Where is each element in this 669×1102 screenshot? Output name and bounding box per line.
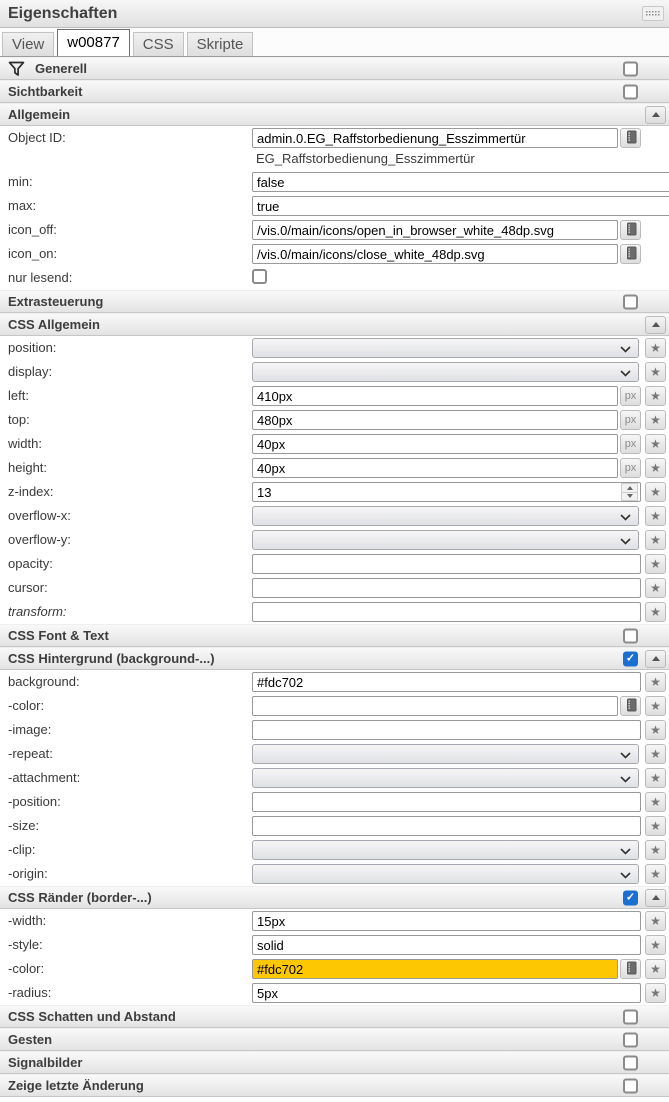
- notebook-icon: [625, 222, 637, 239]
- properties-list: [0, 57, 669, 1097]
- field-label-icon-on: icon_on:: [8, 246, 58, 261]
- field-label-attachment: -attachment:: [8, 770, 81, 785]
- field-repeat: [0, 742, 669, 766]
- z-index-spinner: [621, 483, 638, 501]
- notebook-icon: [625, 130, 637, 147]
- width-favorite-button[interactable]: ★: [645, 911, 666, 931]
- section-label: Generell: [35, 61, 88, 76]
- field-cursor: [0, 576, 669, 600]
- field-color: [0, 957, 669, 981]
- chevron-down-icon: [620, 776, 631, 783]
- chevron-down-icon: [620, 514, 631, 521]
- section-generell[interactable]: [0, 57, 669, 80]
- section-label: Signalbilder: [8, 1055, 83, 1070]
- triangle-down-icon: [627, 494, 633, 498]
- section-gesten[interactable]: [0, 1028, 669, 1051]
- notebook-icon: [625, 246, 637, 263]
- field-label-nur-lesend: nur lesend:: [8, 270, 73, 285]
- section-label: CSS Hintergrund (background-...): [8, 651, 215, 666]
- field-label-style: -style:: [8, 937, 43, 952]
- section-checkbox-css-rander-border[interactable]: ✓: [623, 890, 638, 905]
- clip-favorite-button[interactable]: ★: [645, 840, 666, 860]
- object-id-subtext-row: [0, 150, 669, 170]
- section-label: Gesten: [8, 1032, 53, 1047]
- section-extrasteuerung[interactable]: [0, 290, 669, 313]
- repeat-select[interactable]: [252, 744, 639, 764]
- field-label-size: -size:: [8, 818, 40, 833]
- field-label-left: left:: [8, 388, 29, 403]
- color-favorite-button[interactable]: ★: [645, 959, 666, 979]
- field-label-image: -image:: [8, 722, 52, 737]
- z-index-favorite-button[interactable]: ★: [645, 482, 666, 502]
- left-favorite-button[interactable]: ★: [645, 386, 666, 406]
- field-max: [0, 194, 669, 218]
- section-checkbox-extrasteuerung[interactable]: [623, 294, 638, 309]
- notebook-icon: [625, 698, 637, 715]
- radius-favorite-button[interactable]: ★: [645, 983, 666, 1003]
- left-unit-button[interactable]: px: [620, 386, 641, 406]
- z-index-spinner-up-button[interactable]: [621, 483, 638, 493]
- field-width: [0, 909, 669, 933]
- icon-on-picker-button[interactable]: [620, 244, 641, 264]
- dots-grip-icon: [645, 10, 661, 17]
- top-favorite-button[interactable]: ★: [645, 410, 666, 430]
- field-label-height: height:: [8, 460, 48, 475]
- overflow-x-select[interactable]: [252, 506, 639, 526]
- field-label-overflow-y: overflow-y:: [8, 532, 71, 547]
- width-favorite-button[interactable]: ★: [645, 434, 666, 454]
- width-unit-button[interactable]: px: [620, 434, 641, 454]
- triangle-up-icon: [652, 656, 660, 661]
- field-top: [0, 408, 669, 432]
- transform-input[interactable]: [252, 602, 641, 622]
- field-label-top: top:: [8, 412, 30, 427]
- field-icon-on: [0, 242, 669, 266]
- position-select[interactable]: [252, 338, 639, 358]
- tab-bar: [0, 28, 669, 57]
- attachment-favorite-button[interactable]: ★: [645, 768, 666, 788]
- section-label: Zeige letzte Änderung: [8, 1078, 144, 1093]
- color-input[interactable]: [252, 959, 618, 979]
- triangle-up-icon: [652, 112, 660, 117]
- cursor-input[interactable]: [252, 578, 641, 598]
- size-input[interactable]: [252, 816, 641, 836]
- field-label-icon-off: icon_off:: [8, 222, 57, 237]
- section-label: CSS Schatten und Abstand: [8, 1009, 176, 1024]
- chevron-down-icon: [620, 370, 631, 377]
- field-label-position: position:: [8, 340, 57, 355]
- style-favorite-button[interactable]: ★: [645, 935, 666, 955]
- tab-w00877[interactable]: w00877: [57, 29, 130, 56]
- field-label-width: -width:: [8, 913, 47, 928]
- field-label-transform: transform:: [8, 604, 67, 619]
- tab-skripte[interactable]: Skripte: [187, 32, 254, 56]
- field-label-position: -position:: [8, 794, 61, 809]
- collapse-button[interactable]: [645, 106, 666, 124]
- field-display: [0, 360, 669, 384]
- field-left: [0, 384, 669, 408]
- dots-grip-button[interactable]: [642, 6, 664, 21]
- chevron-down-icon: [620, 538, 631, 545]
- top-unit-button[interactable]: px: [620, 410, 641, 430]
- z-index-input[interactable]: [252, 482, 641, 502]
- field-position: [0, 790, 669, 814]
- triangle-up-icon: [627, 486, 633, 490]
- section-signalbilder[interactable]: [0, 1051, 669, 1074]
- field-transform: [0, 600, 669, 624]
- filter-icon: [8, 61, 25, 77]
- field-label-repeat: -repeat:: [8, 746, 53, 761]
- field-label-origin: -origin:: [8, 866, 48, 881]
- field-label-color: -color:: [8, 961, 45, 976]
- image-favorite-button[interactable]: ★: [645, 720, 666, 740]
- icon-on-input[interactable]: [252, 244, 618, 264]
- position-favorite-button[interactable]: ★: [645, 792, 666, 812]
- height-favorite-button[interactable]: ★: [645, 458, 666, 478]
- color-input[interactable]: [252, 696, 618, 716]
- section-css-schatten-und-abstand[interactable]: [0, 1005, 669, 1028]
- field-overflow-x: [0, 504, 669, 528]
- panel-title-bar: [0, 0, 669, 28]
- field-label-z-index: z-index:: [8, 484, 54, 499]
- object-id-picker-button[interactable]: [620, 128, 641, 148]
- max-input[interactable]: [252, 196, 669, 216]
- section-zeige-letzte-anderung[interactable]: [0, 1074, 669, 1097]
- color-favorite-button[interactable]: ★: [645, 696, 666, 716]
- section-label: CSS Ränder (border-...): [8, 890, 152, 905]
- field-color: [0, 694, 669, 718]
- field-label-min: min:: [8, 174, 33, 189]
- chevron-down-icon: [620, 872, 631, 879]
- position-input[interactable]: [252, 792, 641, 812]
- overflow-y-select[interactable]: [252, 530, 639, 550]
- transform-favorite-button[interactable]: ★: [645, 602, 666, 622]
- image-input[interactable]: [252, 720, 641, 740]
- min-input[interactable]: [252, 172, 669, 192]
- triangle-up-icon: [652, 895, 660, 900]
- top-input[interactable]: [252, 410, 618, 430]
- field-label-background: background:: [8, 674, 80, 689]
- repeat-favorite-button[interactable]: ★: [645, 744, 666, 764]
- section-css-font-and-text[interactable]: [0, 624, 669, 647]
- triangle-up-icon: [652, 322, 660, 327]
- section-css-hintergrund-background[interactable]: [0, 647, 669, 670]
- field-object-id: [0, 126, 669, 150]
- size-favorite-button[interactable]: ★: [645, 816, 666, 836]
- field-label-object-id: Object ID:: [8, 130, 66, 145]
- section-checkbox-signalbilder[interactable]: [623, 1055, 638, 1070]
- color-picker-button[interactable]: [620, 696, 641, 716]
- field-label-cursor: cursor:: [8, 580, 48, 595]
- section-checkbox-generell[interactable]: [623, 61, 638, 76]
- clip-select[interactable]: [252, 840, 639, 860]
- width-input[interactable]: [252, 434, 618, 454]
- display-favorite-button[interactable]: ★: [645, 362, 666, 382]
- section-checkbox-gesten[interactable]: [623, 1032, 638, 1047]
- opacity-favorite-button[interactable]: ★: [645, 554, 666, 574]
- collapse-button[interactable]: [645, 650, 666, 668]
- section-sichtbarkeit[interactable]: [0, 80, 669, 103]
- section-label: Allgemein: [8, 107, 71, 122]
- origin-favorite-button[interactable]: ★: [645, 864, 666, 884]
- field-label-width: width:: [8, 436, 42, 451]
- field-style: [0, 933, 669, 957]
- field-label-radius: -radius:: [8, 985, 52, 1000]
- field-label-overflow-x: overflow-x:: [8, 508, 71, 523]
- field-size: [0, 814, 669, 838]
- chevron-down-icon: [620, 346, 631, 353]
- position-favorite-button[interactable]: ★: [645, 338, 666, 358]
- height-unit-button[interactable]: px: [620, 458, 641, 478]
- radius-input[interactable]: [252, 983, 641, 1003]
- section-label: Sichtbarkeit: [8, 84, 83, 99]
- opacity-input[interactable]: [252, 554, 641, 574]
- section-checkbox-sichtbarkeit[interactable]: [623, 84, 638, 99]
- field-width: [0, 432, 669, 456]
- style-input[interactable]: [252, 935, 641, 955]
- field-label-max: max:: [8, 198, 37, 213]
- field-image: [0, 718, 669, 742]
- field-label-opacity: opacity:: [8, 556, 53, 571]
- section-css-allgemein[interactable]: [0, 313, 669, 336]
- field-background: [0, 670, 669, 694]
- width-input[interactable]: [252, 911, 641, 931]
- field-icon-off: [0, 218, 669, 242]
- nur-lesend-checkbox[interactable]: [252, 269, 267, 284]
- height-input[interactable]: [252, 458, 618, 478]
- tab-view[interactable]: View: [2, 32, 54, 56]
- tab-css[interactable]: CSS: [133, 32, 184, 56]
- chevron-down-icon: [620, 752, 631, 759]
- notebook-icon: [625, 961, 637, 978]
- field-height: [0, 456, 669, 480]
- display-select[interactable]: [252, 362, 639, 382]
- section-checkbox-css-hintergrund-background[interactable]: ✓: [623, 651, 638, 666]
- section-checkbox-css-schatten-und-abstand[interactable]: [623, 1009, 638, 1024]
- section-allgemein[interactable]: [0, 103, 669, 126]
- icon-off-picker-button[interactable]: [620, 220, 641, 240]
- overflow-x-favorite-button[interactable]: ★: [645, 506, 666, 526]
- object-id-input[interactable]: [252, 128, 618, 148]
- section-label: CSS Allgemein: [8, 317, 100, 332]
- field-label-clip: -clip:: [8, 842, 36, 857]
- section-checkbox-zeige-letzte-anderung[interactable]: [623, 1078, 638, 1093]
- field-clip: [0, 838, 669, 862]
- overflow-y-favorite-button[interactable]: ★: [645, 530, 666, 550]
- field-radius: [0, 981, 669, 1005]
- collapse-button[interactable]: [645, 316, 666, 334]
- field-origin: [0, 862, 669, 886]
- chevron-down-icon: [620, 848, 631, 855]
- field-opacity: [0, 552, 669, 576]
- section-label: Extrasteuerung: [8, 294, 104, 309]
- section-checkbox-css-font-and-text[interactable]: [623, 628, 638, 643]
- color-picker-button[interactable]: [620, 959, 641, 979]
- field-attachment: [0, 766, 669, 790]
- origin-select[interactable]: [252, 864, 639, 884]
- attachment-select[interactable]: [252, 768, 639, 788]
- background-input[interactable]: [252, 672, 641, 692]
- collapse-button[interactable]: [645, 889, 666, 907]
- object-id-alias: EG_Raffstorbedienung_Esszimmertür: [256, 151, 475, 166]
- field-z-index: [0, 480, 669, 504]
- left-input[interactable]: [252, 386, 618, 406]
- z-index-spinner-down-button[interactable]: [621, 493, 638, 502]
- field-label-color: -color:: [8, 698, 45, 713]
- section-label: CSS Font & Text: [8, 628, 109, 643]
- section-css-rander-border[interactable]: [0, 886, 669, 909]
- panel-title: Eigenschaften: [8, 4, 118, 22]
- field-label-display: display:: [8, 364, 53, 379]
- field-min: [0, 170, 669, 194]
- field-overflow-y: [0, 528, 669, 552]
- field-position: [0, 336, 669, 360]
- background-favorite-button[interactable]: ★: [645, 672, 666, 692]
- field-nur-lesend: [0, 266, 669, 290]
- icon-off-input[interactable]: [252, 220, 618, 240]
- cursor-favorite-button[interactable]: ★: [645, 578, 666, 598]
